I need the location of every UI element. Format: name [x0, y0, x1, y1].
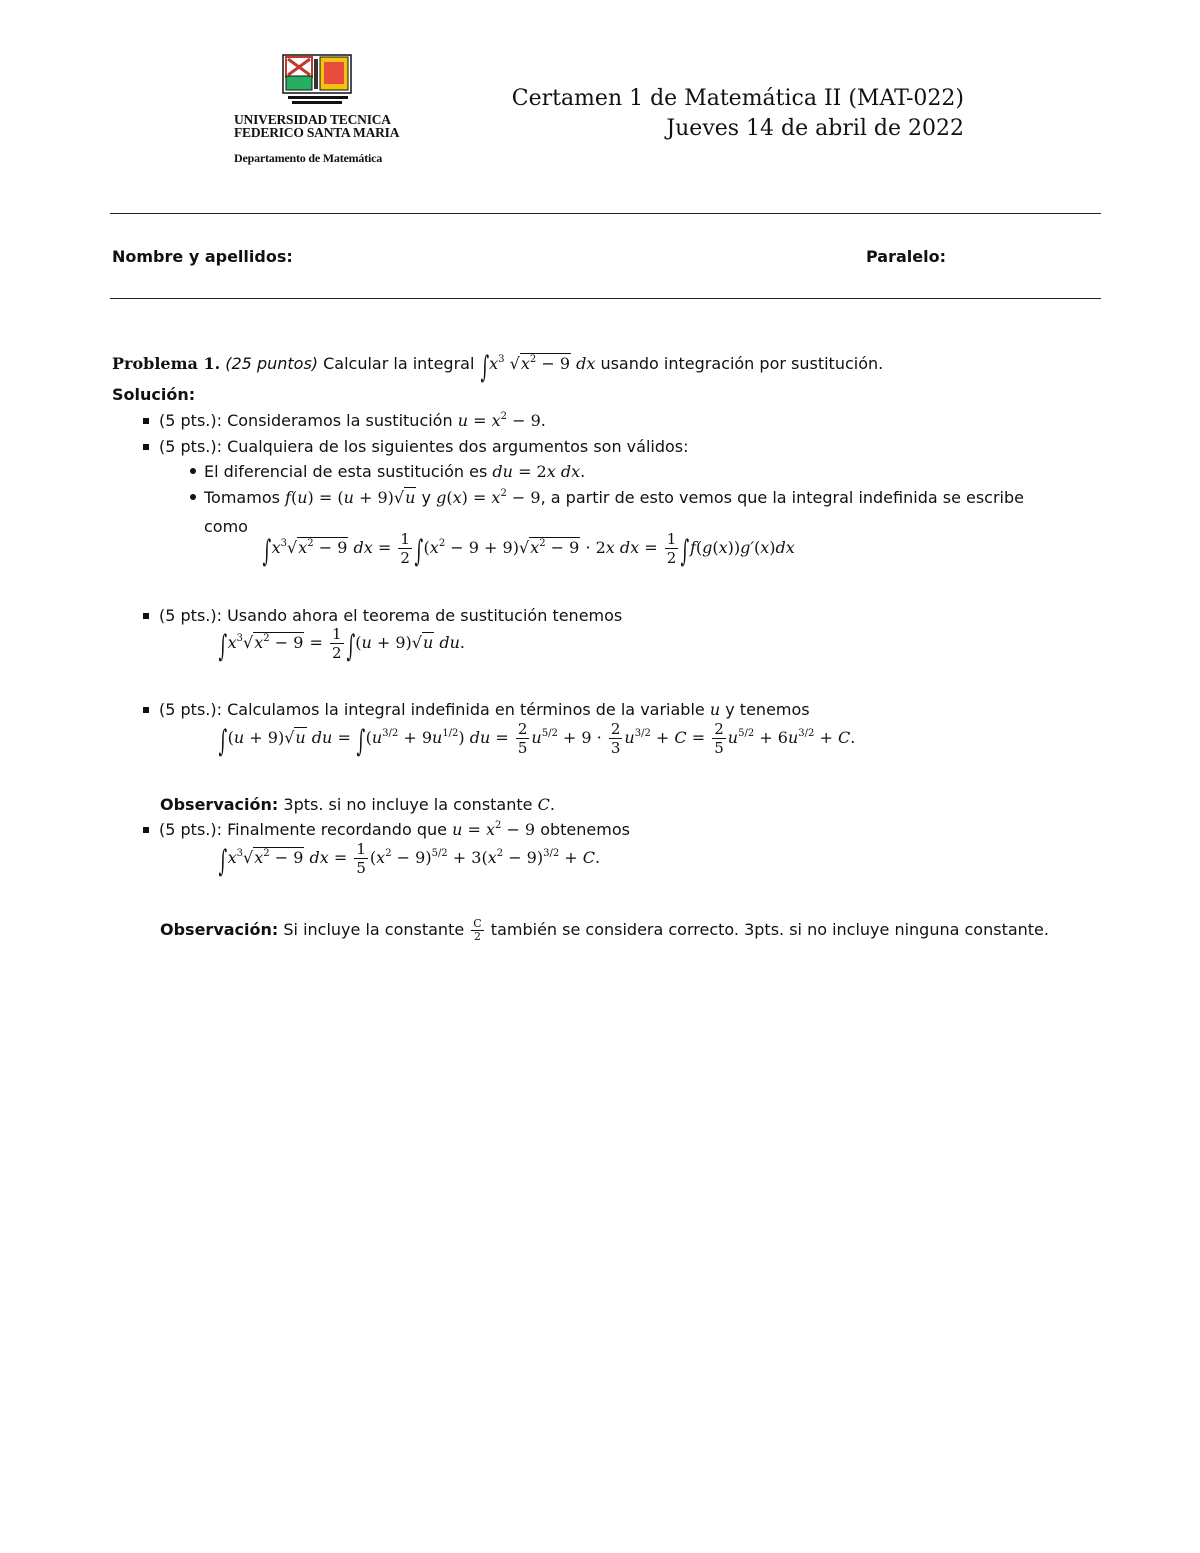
list-item-continued: como — [204, 517, 248, 536]
problem-statement — [112, 350, 884, 385]
problem-points: (25 puntos) — [225, 354, 319, 373]
name-field-label: Nombre y apellidos: — [112, 247, 293, 266]
problem-text-before: Calcular la integral — [323, 354, 475, 373]
bullet-square — [143, 444, 149, 450]
university-name-line1: UNIVERSIDAD TECNICA — [234, 112, 391, 127]
list-item: (5 pts.): Cualquiera de los siguientes dos argumentos son válidos: — [159, 437, 689, 456]
solution-label: Solución: — [112, 385, 196, 404]
bullet-square — [143, 613, 149, 619]
observation-1: Observación: 3pts. si no incluye la constante C. — [160, 795, 555, 814]
university-name-line2: FEDERICO SANTA MARIA — [234, 125, 400, 140]
bullet-dot — [190, 468, 196, 474]
display-equation: $\int x^3√x^2 - 9$ = $\frac{1}{2}$ ∫(u + 9)√u du. — [218, 625, 466, 664]
exam-date: Jueves 14 de abril de 2022 — [666, 116, 964, 141]
bullet-square — [143, 418, 149, 424]
problem-text-after: usando integración por sustitución. — [600, 354, 884, 373]
list-item: (5 pts.): Usando ahora el teorema de sustitución tenemos — [159, 606, 623, 625]
department-name: Departamento de Matemática — [234, 151, 383, 165]
bullet-dot — [190, 494, 196, 500]
list-item: Tomamos f(u) = (u + 9)√u y $g(x) = x^2 - 9$, a partir de esto vemos que la integral indefinida se escribe — [204, 488, 1024, 507]
bullet-square — [143, 827, 149, 833]
display-equation: $\int x^3√x^2 - 9$ dx = $\frac{1}{5}$ $(x^2 - 9)^{5/2} + 3(x^2 - 9)^{3/2} + C$. — [218, 840, 601, 879]
exam-title: Certamen 1 de Matemática II (MAT-022) — [511, 86, 964, 111]
section-field-label: Paralelo: — [866, 247, 946, 266]
top-rule — [110, 213, 1101, 214]
problem-label: Problema 1. — [112, 354, 221, 373]
display-equation: $\int x^3√x^2 - 9$ dx = $\frac{1}{2}$ $\int(x^2 - 9 + 9)√x^2 - 9 \cdot 2x$ dx = $\frac{1}{2}$ ∫f(g(x))g′(x)dx — [262, 530, 795, 569]
problem-integral: $\int x^3$ $√x^2 - 9$ dx — [480, 350, 596, 385]
display-equation: ∫(u + 9)√u du = $\int(u^{3/2} + 9u^{1/2})$ du = $\frac{2}{5}$ $u^{5/2} + 9$ · $\frac{2}{3}$ $u^{3/2} + C$ = $\frac{2}{5}$ $u^{5/2} + 6u^{3/2} + C$. — [218, 720, 856, 759]
observation-2: Observación: Si incluye la constante $\frac{C}{2}$ también se considera correcto. 3pts. si no incluye ninguna constante. — [160, 917, 1049, 943]
bottom-rule — [110, 298, 1101, 299]
university-crest-logo — [282, 54, 352, 106]
bullet-square — [143, 707, 149, 713]
list-item: (5 pts.): Finalmente recordando que $u = x^2 - 9$ obtenemos — [159, 820, 630, 839]
list-item: (5 pts.): Consideramos la sustitución $u = x^2 - 9$. — [159, 411, 546, 430]
list-item: El diferencial de esta sustitución es du = 2x dx. — [204, 462, 586, 481]
list-item: (5 pts.): Calculamos la integral indefinida en términos de la variable u y tenemos — [159, 700, 810, 719]
